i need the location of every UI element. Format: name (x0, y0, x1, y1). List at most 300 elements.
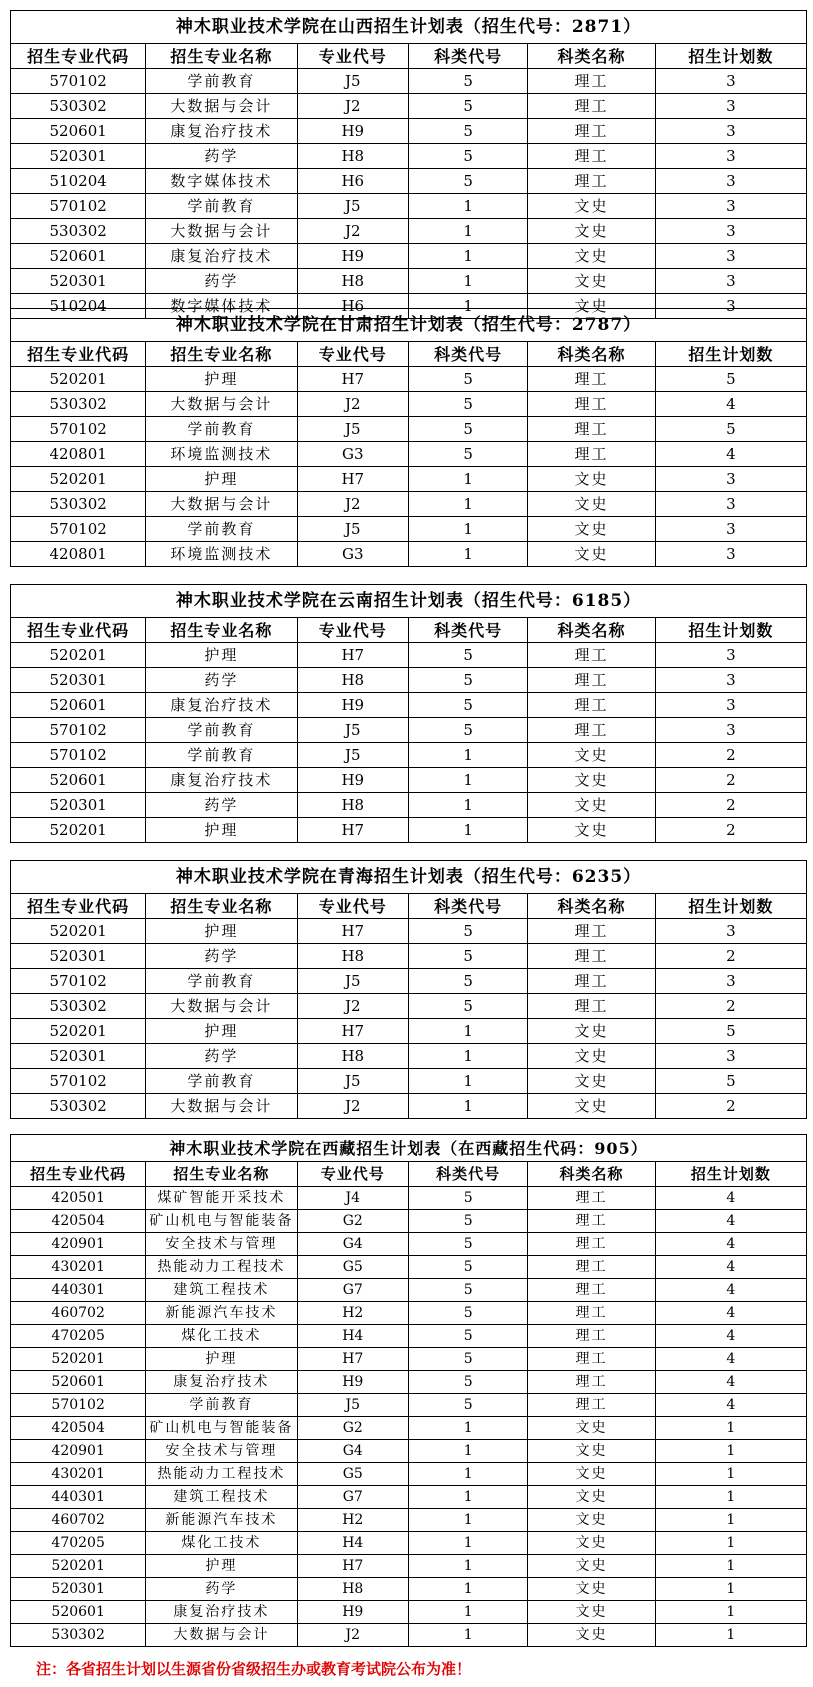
table-cell: 护理 (146, 1348, 297, 1371)
table-cell: 文史 (528, 269, 655, 294)
table-cell: 3 (655, 144, 806, 169)
header-row (11, 894, 807, 919)
table-cell: 1 (655, 1440, 806, 1463)
table-cell: 4 (655, 1187, 806, 1210)
table-cell: 520201 (11, 467, 146, 492)
table-cell: 学前教育 (146, 718, 297, 743)
table-row (11, 718, 807, 743)
table-cell: H4 (297, 1532, 408, 1555)
table-cell: 理工 (528, 1371, 655, 1394)
table-cell: 建筑工程技术 (146, 1279, 297, 1302)
column-header: 招生专业名称 (146, 618, 297, 643)
plan-table (10, 308, 807, 567)
table-cell: 理工 (528, 169, 655, 194)
table-row (11, 392, 807, 417)
table-cell: 理工 (528, 1210, 655, 1233)
table-cell: 3 (655, 94, 806, 119)
table-cell: 1 (655, 1417, 806, 1440)
table-cell: 5 (408, 643, 527, 668)
table-cell: 1 (408, 1486, 527, 1509)
table-cell: 5 (408, 119, 527, 144)
table-row (11, 1256, 807, 1279)
table-title: 神木职业技术学院在青海招生计划表（招生代号：6235） (11, 861, 807, 894)
table-cell: 2 (655, 793, 806, 818)
table-cell: 文史 (528, 793, 655, 818)
table-cell: 理工 (528, 119, 655, 144)
table-cell: 2 (655, 944, 806, 969)
column-header: 招生专业代码 (11, 44, 146, 69)
table-cell: 理工 (528, 994, 655, 1019)
table-cell: 煤化工技术 (146, 1325, 297, 1348)
column-header: 科类名称 (528, 894, 655, 919)
table-cell: 1 (408, 793, 527, 818)
table-cell: 1 (408, 1532, 527, 1555)
table-cell: 3 (655, 718, 806, 743)
table-cell: 3 (655, 1044, 806, 1069)
table-cell: 新能源汽车技术 (146, 1302, 297, 1325)
table-cell: 5 (408, 144, 527, 169)
table-cell: H6 (297, 294, 408, 319)
table-cell: 420901 (11, 1233, 146, 1256)
table-cell: 440301 (11, 1486, 146, 1509)
table-cell: 文史 (528, 517, 655, 542)
table-cell: 3 (655, 693, 806, 718)
table-row (11, 442, 807, 467)
table-cell: 理工 (528, 392, 655, 417)
table-cell: 5 (408, 994, 527, 1019)
table-cell: 5 (408, 1325, 527, 1348)
table-row (11, 367, 807, 392)
table-title: 神木职业技术学院在山西招生计划表（招生代号：2871） (11, 11, 807, 44)
table-cell: 1 (655, 1578, 806, 1601)
table-cell: 3 (655, 969, 806, 994)
table-cell: 3 (655, 169, 806, 194)
table-cell: 护理 (146, 1019, 297, 1044)
table-cell: G3 (297, 542, 408, 567)
table-cell: H6 (297, 169, 408, 194)
table-cell: G2 (297, 1417, 408, 1440)
table-cell: 煤矿智能开采技术 (146, 1187, 297, 1210)
table-cell: 5 (655, 1019, 806, 1044)
table-cell: 环境监测技术 (146, 442, 297, 467)
table-cell: 1 (408, 194, 527, 219)
table-cell: 文史 (528, 743, 655, 768)
table-cell: 2 (655, 994, 806, 1019)
table-cell: 理工 (528, 367, 655, 392)
table-cell: 520301 (11, 1044, 146, 1069)
enrollment-table-yunnan (10, 584, 807, 843)
table-cell: 520201 (11, 1555, 146, 1578)
table-cell: 5 (408, 442, 527, 467)
table-row (11, 517, 807, 542)
table-cell: 5 (408, 392, 527, 417)
table-cell: 理工 (528, 1302, 655, 1325)
table-row (11, 219, 807, 244)
table-cell: 4 (655, 1325, 806, 1348)
table-cell: 520301 (11, 668, 146, 693)
table-cell: 5 (408, 1279, 527, 1302)
table-cell: 420801 (11, 542, 146, 567)
table-cell: J2 (297, 994, 408, 1019)
table-cell: 护理 (146, 818, 297, 843)
column-header: 招生专业名称 (146, 44, 297, 69)
table-cell: 学前教育 (146, 743, 297, 768)
table-cell: 理工 (528, 442, 655, 467)
table-cell: 理工 (528, 1348, 655, 1371)
table-row (11, 1440, 807, 1463)
table-cell: 文史 (528, 1019, 655, 1044)
table-cell: H8 (297, 1578, 408, 1601)
table-cell: 570102 (11, 1069, 146, 1094)
table-cell: 4 (655, 392, 806, 417)
table-cell: 矿山机电与智能装备 (146, 1210, 297, 1233)
table-row (11, 119, 807, 144)
table-cell: 1 (408, 1440, 527, 1463)
table-cell: 1 (655, 1509, 806, 1532)
table-cell: 4 (655, 1302, 806, 1325)
table-cell: 2 (655, 743, 806, 768)
table-cell: 5 (408, 94, 527, 119)
table-cell: 1 (408, 294, 527, 319)
table-cell: 1 (408, 219, 527, 244)
table-cell: 3 (655, 294, 806, 319)
table-cell: 470205 (11, 1325, 146, 1348)
table-cell: J5 (297, 517, 408, 542)
table-cell: 煤化工技术 (146, 1532, 297, 1555)
table-cell: G4 (297, 1440, 408, 1463)
table-cell: 2 (655, 768, 806, 793)
table-cell: G4 (297, 1233, 408, 1256)
table-cell: 大数据与会计 (146, 492, 297, 517)
table-cell: J5 (297, 743, 408, 768)
table-cell: 学前教育 (146, 69, 297, 94)
table-cell: 文史 (528, 467, 655, 492)
table-cell: 文史 (528, 1601, 655, 1624)
table-cell: 3 (655, 244, 806, 269)
table-cell: 文史 (528, 1578, 655, 1601)
table-cell: 1 (408, 1601, 527, 1624)
table-cell: 1 (408, 818, 527, 843)
enrollment-table-gansu (10, 308, 807, 567)
table-cell: 520601 (11, 119, 146, 144)
table-cell: 文史 (528, 818, 655, 843)
table-cell: 矿山机电与智能装备 (146, 1417, 297, 1440)
table-cell: 学前教育 (146, 1069, 297, 1094)
table-cell: 520201 (11, 919, 146, 944)
table-cell: 文史 (528, 1532, 655, 1555)
table-cell: 5 (408, 69, 527, 94)
table-cell: 1 (408, 1094, 527, 1119)
table-cell: 4 (655, 442, 806, 467)
column-header: 专业代号 (297, 894, 408, 919)
column-header: 招生计划数 (655, 618, 806, 643)
table-cell: G3 (297, 442, 408, 467)
table-cell: 理工 (528, 718, 655, 743)
table-cell: 5 (408, 944, 527, 969)
table-cell: 5 (408, 417, 527, 442)
table-row (11, 994, 807, 1019)
table-cell: 570102 (11, 417, 146, 442)
table-row (11, 793, 807, 818)
table-row (11, 1019, 807, 1044)
table-title: 神木职业技术学院在云南招生计划表（招生代号：6185） (11, 585, 807, 618)
table-cell: J4 (297, 1187, 408, 1210)
table-row (11, 643, 807, 668)
table-cell: 530302 (11, 994, 146, 1019)
table-row (11, 1233, 807, 1256)
table-cell: 520301 (11, 144, 146, 169)
table-cell: 安全技术与管理 (146, 1233, 297, 1256)
table-cell: J2 (297, 392, 408, 417)
table-cell: 570102 (11, 743, 146, 768)
table-row (11, 743, 807, 768)
table-cell: 康复治疗技术 (146, 244, 297, 269)
table-cell: J5 (297, 69, 408, 94)
enrollment-table-tibet (10, 1134, 807, 1647)
table-cell: 理工 (528, 668, 655, 693)
table-cell: 文史 (528, 1069, 655, 1094)
table-row (11, 1578, 807, 1601)
table-cell: 570102 (11, 718, 146, 743)
table-cell: 药学 (146, 793, 297, 818)
table-cell: 5 (408, 1233, 527, 1256)
table-cell: 470205 (11, 1532, 146, 1555)
table-cell: 520201 (11, 1019, 146, 1044)
table-cell: 5 (408, 1302, 527, 1325)
column-header: 招生专业名称 (146, 894, 297, 919)
table-cell: 3 (655, 542, 806, 567)
table-cell: 5 (408, 1371, 527, 1394)
table-cell: H8 (297, 944, 408, 969)
table-cell: 理工 (528, 1279, 655, 1302)
column-header: 科类名称 (528, 618, 655, 643)
table-cell: 文史 (528, 1486, 655, 1509)
table-cell: 5 (408, 969, 527, 994)
table-cell: 520301 (11, 1578, 146, 1601)
table-title: 神木职业技术学院在甘肃招生计划表（招生代号：2787） (11, 309, 807, 342)
table-cell: 520601 (11, 768, 146, 793)
table-cell: 5 (655, 367, 806, 392)
table-row (11, 1302, 807, 1325)
table-cell: 1 (408, 269, 527, 294)
table-cell: 520601 (11, 1371, 146, 1394)
table-cell: 理工 (528, 1187, 655, 1210)
table-cell: 文史 (528, 542, 655, 567)
table-cell: 3 (655, 69, 806, 94)
table-cell: 4 (655, 1394, 806, 1417)
column-header: 专业代号 (297, 1162, 408, 1187)
table-cell: 5 (408, 169, 527, 194)
table-cell: 热能动力工程技术 (146, 1256, 297, 1279)
table-row (11, 94, 807, 119)
table-cell: 4 (655, 1348, 806, 1371)
table-cell: 1 (408, 1417, 527, 1440)
table-row (11, 1486, 807, 1509)
table-cell: 学前教育 (146, 194, 297, 219)
table-cell: 学前教育 (146, 417, 297, 442)
table-cell: 1 (408, 1578, 527, 1601)
table-cell: 文史 (528, 219, 655, 244)
table-cell: 430201 (11, 1256, 146, 1279)
table-cell: 3 (655, 219, 806, 244)
table-cell: 文史 (528, 1417, 655, 1440)
column-header: 招生专业代码 (11, 618, 146, 643)
table-cell: 1 (408, 768, 527, 793)
table-cell: 5 (408, 718, 527, 743)
table-cell: H8 (297, 144, 408, 169)
column-header: 科类代号 (408, 894, 527, 919)
table-row (11, 1187, 807, 1210)
table-cell: 530302 (11, 1624, 146, 1647)
column-header: 招生计划数 (655, 44, 806, 69)
table-cell: 文史 (528, 1555, 655, 1578)
table-cell: 5 (408, 1187, 527, 1210)
table-cell: 文史 (528, 768, 655, 793)
column-header: 科类名称 (528, 1162, 655, 1187)
table-cell: H8 (297, 269, 408, 294)
column-header: 招生计划数 (655, 1162, 806, 1187)
table-cell: 大数据与会计 (146, 994, 297, 1019)
column-header: 科类代号 (408, 44, 527, 69)
table-row (11, 1417, 807, 1440)
table-cell: 文史 (528, 194, 655, 219)
table-row (11, 1325, 807, 1348)
column-header: 科类代号 (408, 618, 527, 643)
table-cell: 1 (408, 1624, 527, 1647)
table-cell: 理工 (528, 94, 655, 119)
table-cell: 460702 (11, 1302, 146, 1325)
table-cell: 510204 (11, 169, 146, 194)
table-cell: 2 (655, 818, 806, 843)
table-row (11, 269, 807, 294)
table-cell: 理工 (528, 919, 655, 944)
table-row (11, 668, 807, 693)
table-row (11, 768, 807, 793)
table-cell: J2 (297, 219, 408, 244)
table-cell: 1 (408, 1019, 527, 1044)
table-cell: 1 (408, 244, 527, 269)
table-cell: 1 (408, 1509, 527, 1532)
table-cell: 520201 (11, 367, 146, 392)
table-row (11, 69, 807, 94)
table-cell: 520301 (11, 944, 146, 969)
table-cell: 530302 (11, 1094, 146, 1119)
table-cell: 理工 (528, 69, 655, 94)
table-cell: 520601 (11, 693, 146, 718)
column-header: 招生专业代码 (11, 1162, 146, 1187)
table-cell: 理工 (528, 1325, 655, 1348)
table-cell: 数字媒体技术 (146, 169, 297, 194)
table-cell: H7 (297, 467, 408, 492)
table-cell: 护理 (146, 919, 297, 944)
table-cell: 420504 (11, 1417, 146, 1440)
table-cell: 570102 (11, 517, 146, 542)
table-cell: 护理 (146, 1555, 297, 1578)
table-row (11, 693, 807, 718)
table-cell: 420501 (11, 1187, 146, 1210)
table-row (11, 1394, 807, 1417)
table-cell: 530302 (11, 392, 146, 417)
table-cell: 大数据与会计 (146, 1094, 297, 1119)
table-cell: J5 (297, 194, 408, 219)
table-row (11, 969, 807, 994)
table-cell: 5 (408, 1348, 527, 1371)
table-cell: 理工 (528, 944, 655, 969)
table-cell: 文史 (528, 1463, 655, 1486)
table-cell: 护理 (146, 643, 297, 668)
table-cell: H2 (297, 1509, 408, 1532)
table-cell: 理工 (528, 417, 655, 442)
table-cell: 大数据与会计 (146, 392, 297, 417)
table-row (11, 944, 807, 969)
table-cell: 3 (655, 269, 806, 294)
table-cell: H4 (297, 1325, 408, 1348)
table-cell: H7 (297, 818, 408, 843)
table-cell: J5 (297, 417, 408, 442)
table-cell: 420504 (11, 1210, 146, 1233)
enrollment-table-qinghai (10, 860, 807, 1119)
header-row (11, 44, 807, 69)
table-cell: 热能动力工程技术 (146, 1463, 297, 1486)
table-cell: 3 (655, 919, 806, 944)
table-row (11, 492, 807, 517)
column-header: 科类名称 (528, 342, 655, 367)
table-cell: 530302 (11, 94, 146, 119)
table-row (11, 1532, 807, 1555)
column-header: 科类名称 (528, 44, 655, 69)
table-row (11, 144, 807, 169)
column-header: 招生专业名称 (146, 342, 297, 367)
header-row (11, 1162, 807, 1187)
table-cell: 520601 (11, 1601, 146, 1624)
table-cell: J5 (297, 1069, 408, 1094)
plan-table (10, 10, 807, 319)
table-cell: 药学 (146, 668, 297, 693)
table-cell: 理工 (528, 693, 655, 718)
table-row (11, 1371, 807, 1394)
table-cell: 4 (655, 1256, 806, 1279)
table-cell: 570102 (11, 969, 146, 994)
table-cell: 理工 (528, 1394, 655, 1417)
table-cell: 学前教育 (146, 1394, 297, 1417)
table-cell: 理工 (528, 643, 655, 668)
table-cell: 3 (655, 194, 806, 219)
header-row (11, 342, 807, 367)
table-cell: H8 (297, 793, 408, 818)
table-cell: 学前教育 (146, 969, 297, 994)
table-cell: 康复治疗技术 (146, 693, 297, 718)
table-cell: 文史 (528, 1440, 655, 1463)
table-row (11, 1044, 807, 1069)
table-cell: 安全技术与管理 (146, 1440, 297, 1463)
table-cell: 4 (655, 1279, 806, 1302)
table-cell: J5 (297, 718, 408, 743)
table-cell: 1 (408, 743, 527, 768)
table-cell: 康复治疗技术 (146, 119, 297, 144)
table-cell: 520301 (11, 269, 146, 294)
table-row (11, 1624, 807, 1647)
table-row (11, 467, 807, 492)
table-cell: H8 (297, 668, 408, 693)
column-header: 招生专业代码 (11, 894, 146, 919)
table-cell: 520301 (11, 793, 146, 818)
table-cell: G7 (297, 1486, 408, 1509)
table-cell: 5 (408, 668, 527, 693)
table-cell: 1 (655, 1532, 806, 1555)
table-cell: 数字媒体技术 (146, 294, 297, 319)
table-cell: 文史 (528, 244, 655, 269)
table-cell: 文史 (528, 294, 655, 319)
